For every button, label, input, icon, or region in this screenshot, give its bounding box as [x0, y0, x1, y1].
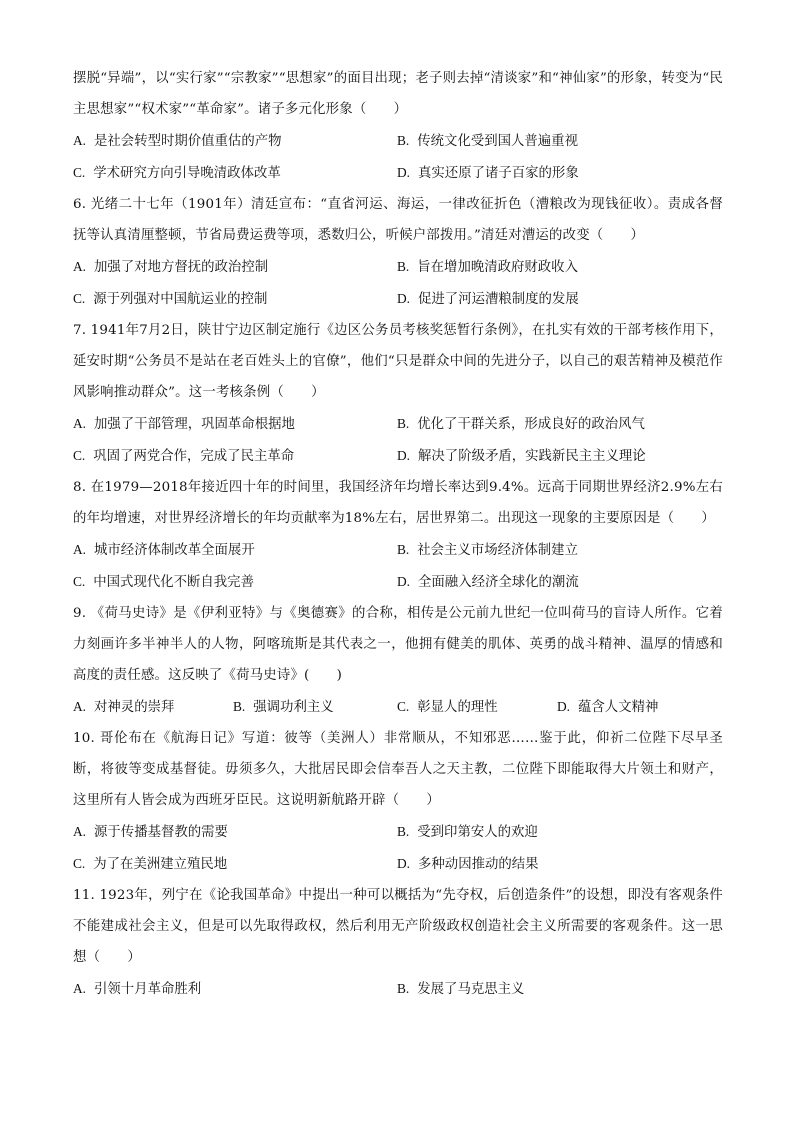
options — [73, 534, 723, 598]
option-d[interactable]: D. 全面融入经济全球化的潮流 — [397, 574, 579, 590]
option-a[interactable]: A. 对神灵的崇拜 — [73, 699, 175, 715]
question-9 — [73, 598, 723, 723]
option-c[interactable]: C. 彰显人的理性 — [397, 699, 498, 715]
option-d[interactable]: D. 多种动因推动的结果 — [397, 856, 539, 872]
options — [73, 125, 723, 189]
question-stem: 6. 光绪二十七年（1901年）清廷宣布：“直省河运、海运，一律改征折色（漕粮改为现钱征收）。责成各督抚等认真清厘整顿，节省局费运费等项，悉数归公，听候户部拨用。”清廷对漕运的改变（ ） — [73, 197, 723, 243]
options — [73, 973, 723, 1005]
option-d[interactable]: D. 解决了阶级矛盾，实践新民主主义理论 — [397, 448, 646, 464]
option-c[interactable]: C. 中国式现代化不断自我完善 — [73, 574, 254, 590]
option-d[interactable]: D. 促进了河运漕粮制度的发展 — [397, 291, 579, 307]
option-b[interactable]: B. 社会主义市场经济体制建立 — [397, 542, 578, 558]
option-a[interactable]: A. 加强了干部管理，巩固革命根据地 — [73, 416, 295, 432]
question-11 — [73, 880, 723, 1005]
option-a[interactable]: A. 引领十月革命胜利 — [73, 981, 202, 997]
option-c[interactable]: C. 巩固了两党合作，完成了民主革命 — [73, 448, 295, 464]
option-c[interactable]: C. 为了在美洲建立殖民地 — [73, 856, 228, 872]
option-d[interactable]: D. 蕴含人文精神 — [557, 699, 659, 715]
question-10 — [73, 723, 723, 880]
question-stem: 8. 在1979—2018年接近四十年的时间里，我国经济年均增长率达到9.4%。远高于同期世界经济2.9%左右的年均增速，对世界经济增长的年均贡献率为18%左右，居世界第二。出现这一现象的主要原因是（ ） — [73, 480, 723, 526]
option-a[interactable]: A. 城市经济体制改革全面展开 — [73, 542, 255, 558]
question-list — [73, 63, 723, 1005]
option-c[interactable]: C. 学术研究方向引导晚清政体改革 — [73, 165, 281, 181]
question-8 — [73, 472, 723, 598]
question-stem: 7. 1941年7月2日，陕甘宁边区制定施行《边区公务员考核奖惩暂行条例》，在扎实有效的干部考核作用下，延安时期“公务员不是站在老百姓头上的官僚”，他们“只是群众中间的先进分子，以自己的艰苦精神及模范作风影响推动群众”。这一考核条例（ ） — [73, 323, 723, 400]
option-c[interactable]: C. 源于列强对中国航运业的控制 — [73, 291, 268, 307]
option-b[interactable]: B. 旨在增加晚清政府财政收入 — [397, 259, 578, 275]
option-b[interactable]: B. 受到印第安人的欢迎 — [397, 824, 538, 840]
options — [73, 408, 723, 472]
question-stem: 摆脱“异端”，以“实行家”“宗教家”“思想家”的面目出现；老子则去掉“清谈家”和“神仙家”的形象，转变为“民主思想家”“权术家”“革命家”。诸子多元化形象（ ） — [73, 71, 723, 117]
question-stem: 11. 1923年，列宁在《论我国革命》中提出一种可以概括为“先夺权，后创造条件”的设想，即没有客观条件不能建成社会主义，但是可以先取得政权，然后利用无产阶级政权创造社会主义所需要的客观条件。这一思想（ ） — [73, 888, 723, 965]
question-7 — [73, 315, 723, 472]
options — [73, 816, 723, 880]
question-6 — [73, 189, 723, 315]
options — [73, 691, 723, 723]
option-b[interactable]: B. 优化了干群关系，形成良好的政治风气 — [397, 416, 645, 432]
options — [73, 251, 723, 315]
option-d[interactable]: D. 真实还原了诸子百家的形象 — [397, 165, 579, 181]
option-b[interactable]: B. 传统文化受到国人普遍重视 — [397, 133, 578, 149]
question-5 — [73, 63, 723, 189]
option-a[interactable]: A. 加强了对地方督抚的政治控制 — [73, 259, 269, 275]
option-a[interactable]: A. 是社会转型时期价值重估的产物 — [73, 133, 282, 149]
question-stem: 10. 哥伦布在《航海日记》写道：彼等（美洲人）非常顺从，不知邪恶……鉴于此，仰祈二位陛下尽早圣断，将彼等变成基督徒。毋须多久，大批居民即会信奉吾人之天主教，二位陛下即能取得大片领土和财产，这里所有人皆会成为西班牙臣民。这说明新航路开辟（ ） — [73, 731, 723, 808]
option-a[interactable]: A. 源于传播基督教的需要 — [73, 824, 228, 840]
option-b[interactable]: B. 强调功利主义 — [233, 699, 334, 715]
question-stem: 9. 《荷马史诗》是《伊利亚特》与《奥德赛》的合称，相传是公元前九世纪一位叫荷马的盲诗人所作。它着力刻画许多半神半人的人物，阿喀琉斯是其代表之一，他拥有健美的肌体、英勇的战斗精神、温厚的情感和高度的责任感。这反映了《荷马史诗》( ) — [73, 606, 723, 683]
option-b[interactable]: B. 发展了马克思主义 — [397, 981, 525, 997]
